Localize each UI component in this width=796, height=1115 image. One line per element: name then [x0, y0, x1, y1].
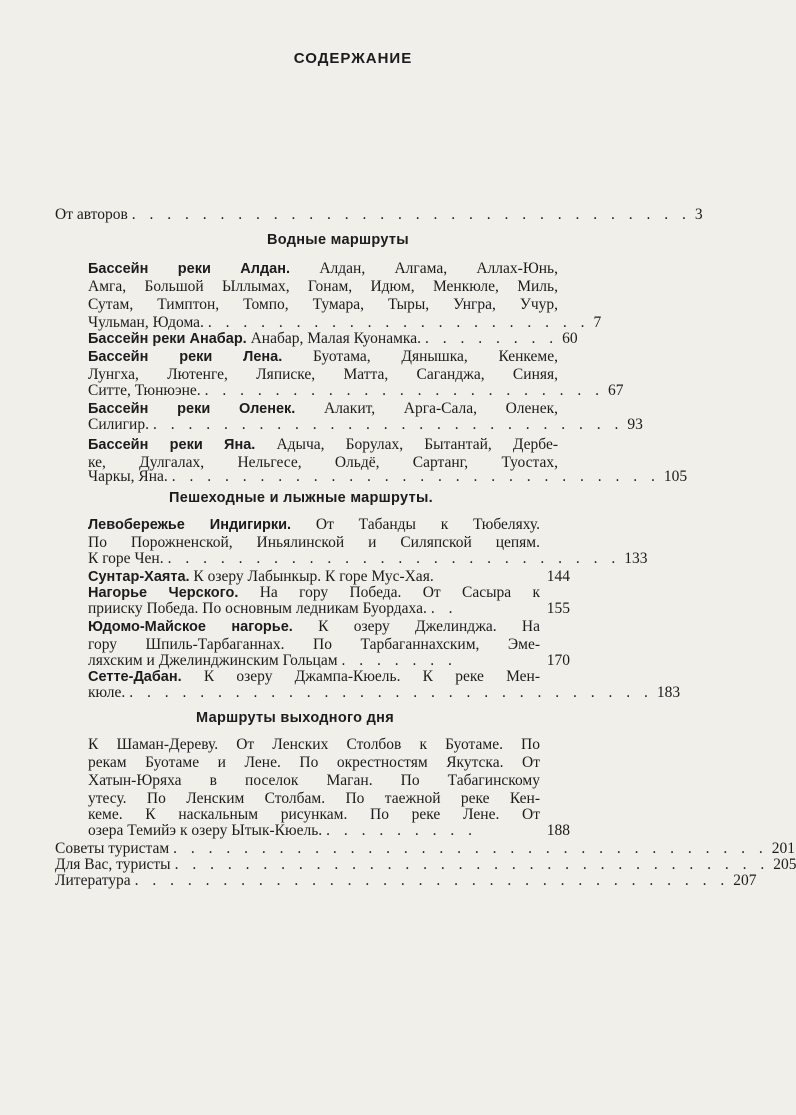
entry-bold-label: Бассейн реки Анабар.	[88, 331, 247, 347]
page-number: 188	[546, 822, 570, 839]
entry-line: На гору Победа. От Сасыра к	[259, 584, 541, 601]
page-number: 155	[546, 600, 570, 617]
leader-dots: . . . . . . . . . . . . . . . . . . . . . . . . . .	[167, 550, 621, 567]
page-number: 201	[771, 840, 796, 857]
entry-bold-label: Левобережье Индигирки.	[88, 517, 292, 533]
entry-line: гору Шпиль-Тарбаганнах. По Тарбаганнахским, Эме-	[88, 636, 540, 653]
entry-line: озера Темийэ к озеру Ытык-Кюель.	[88, 822, 323, 839]
entry-line: К Шаман-Дереву. От Ленских Столбов к Буотаме. По	[88, 736, 540, 753]
entry-bold-label: Юдомо-Майское нагорье.	[88, 619, 293, 635]
entry-line: Чаркы, Яна.	[88, 468, 168, 485]
page-number: 67	[608, 382, 624, 399]
entry-line: Амга, Большой Ыллымах, Гонам, Идюм, Менкюле, Миль,	[88, 278, 558, 295]
section-heading-weekend: Маршруты выходного дня	[196, 710, 394, 726]
entry-line: Буотама, Дянышка, Кенкеме,	[312, 348, 558, 365]
leader-dots: . . . . . . . . . . . . . . . . . . . . . . . . . . . . . . . .	[131, 206, 691, 223]
entry-line: Силигир.	[88, 416, 149, 433]
page-number: 205	[773, 856, 796, 873]
entry-line: По Порожненской, Иньялинской и Силяпской цепям.	[88, 534, 540, 551]
page-number: 93	[627, 416, 643, 433]
page-number: 144	[546, 568, 570, 585]
entry-line: ке, Дулгалах, Нельгесе, Ольдё, Сартанг, Туостах,	[88, 454, 558, 471]
leader-dots: . . . . . . . . . . . . . . . . . . . . . . . . . . .	[152, 416, 624, 433]
page-number: 207	[733, 872, 757, 889]
toc-entry-text: Литература	[55, 872, 131, 889]
entry-bold-label: Бассейн реки Оленек.	[88, 401, 296, 417]
leader-dots: . . . . . . . . . . . . . . . . . . . . . . . . . . . . . . . . . .	[173, 840, 768, 857]
leader-dots: . . . . . . . . . . . . . . . . . . . . . . . . . . . . . . . . . .	[174, 856, 770, 873]
page-number: 3	[694, 206, 703, 223]
entry-line: Анабар, Малая Куонамка.	[250, 330, 421, 347]
entry-line: прииску Победа. По основным ледникам Буордаха.	[88, 600, 427, 617]
entry-line: К горе Чен.	[88, 550, 164, 567]
page-number: 60	[562, 330, 578, 347]
leader-dots: . . . . . . . . .	[326, 822, 478, 839]
page-title: СОДЕРЖАНИЕ	[293, 50, 413, 67]
leader-dots: . . . . . . . . . . . . . . . . . . . . . . . . . . . . . .	[129, 684, 653, 701]
entry-bold-label: Сетте-Дабан.	[88, 669, 182, 685]
entry-line: Адыча, Борулах, Бытантай, Дербе-	[276, 436, 558, 453]
leader-dots: . . . . . . .	[341, 652, 457, 669]
entry-line: рекам Буотаме и Лене. По окрестностям Якутска. От	[88, 754, 540, 771]
leader-dots: . . . . . . . . . . . . . . . . . . . . . . . . . . . .	[171, 468, 660, 485]
entry-line: От Табанды к Тюбеляху.	[315, 516, 540, 533]
entry-line: К озеру Лабынкыр. К горе Мус-Хая.	[193, 568, 434, 585]
page-number: 133	[624, 550, 648, 567]
section-heading-hiking: Пешеходные и лыжные маршруты.	[169, 490, 433, 506]
toc-entry-text: Советы туристам	[55, 840, 170, 857]
entry-bold-label: Бассейн реки Яна.	[88, 437, 256, 453]
leader-dots: . .	[430, 600, 458, 617]
toc-entry-intro	[55, 206, 703, 224]
toc-entry-literature	[55, 872, 757, 890]
entry-line: К озеру Джелинджа. На	[318, 618, 541, 635]
leader-dots: . . . . . . . .	[424, 330, 559, 347]
entry-line: Чульман, Юдома.	[88, 314, 204, 331]
entry-bold-label: Сунтар-Хаята.	[88, 569, 190, 585]
leader-dots: . . . . . . . . . . . . . . . . . . . . . . . . . . . . . . . . . .	[134, 872, 730, 889]
toc-entry-anabar	[88, 330, 578, 348]
entry-bold-label: Бассейн реки Алдан.	[88, 261, 291, 277]
leader-dots: . . . . . . . . . . . . . . . . . . . . . .	[207, 314, 590, 331]
leader-dots: . . . . . . . . . . . . . . . . . . . . . . .	[204, 382, 605, 399]
toc-entry-text: Для Вас, туристы	[55, 856, 171, 873]
entry-line: ляхским и Джелинджинским Гольцам	[88, 652, 338, 669]
entry-line: утесу. По Ленским Столбам. По таежной реке Кен-	[88, 790, 540, 807]
entry-line: Ситте, Тюнюэне.	[88, 382, 201, 399]
entry-line: Сутам, Тимптон, Томпо, Тумара, Тыры, Унгра, Учур,	[88, 296, 558, 313]
page-number: 170	[546, 652, 570, 669]
page-number: 105	[663, 468, 688, 485]
entry-bold-label: Бассейн реки Лена.	[88, 349, 283, 365]
entry-line: кюле.	[88, 684, 126, 701]
entry-line: Лунгха, Лютенге, Ляписке, Матта, Саганджа, Синяя,	[88, 366, 558, 383]
page-number: 183	[656, 684, 681, 701]
section-heading-water: Водные маршруты	[266, 232, 409, 248]
entry-line: Алдан, Алгама, Аллах-Юнь,	[319, 260, 558, 277]
entry-line: К озеру Джампа-Кюель. К реке Мен-	[203, 668, 541, 685]
page-number: 7	[593, 314, 602, 331]
entry-line: Хатын-Юряха в поселок Маган. По Табагинскому	[88, 772, 540, 789]
entry-line: Алакит, Арга-Сала, Оленек,	[324, 400, 558, 417]
entry-bold-label: Нагорье Черского.	[88, 585, 239, 601]
entry-line: кеме. К наскальным рисункам. По реке Лене. От	[88, 806, 540, 823]
toc-entry-text: От авторов	[55, 206, 128, 223]
